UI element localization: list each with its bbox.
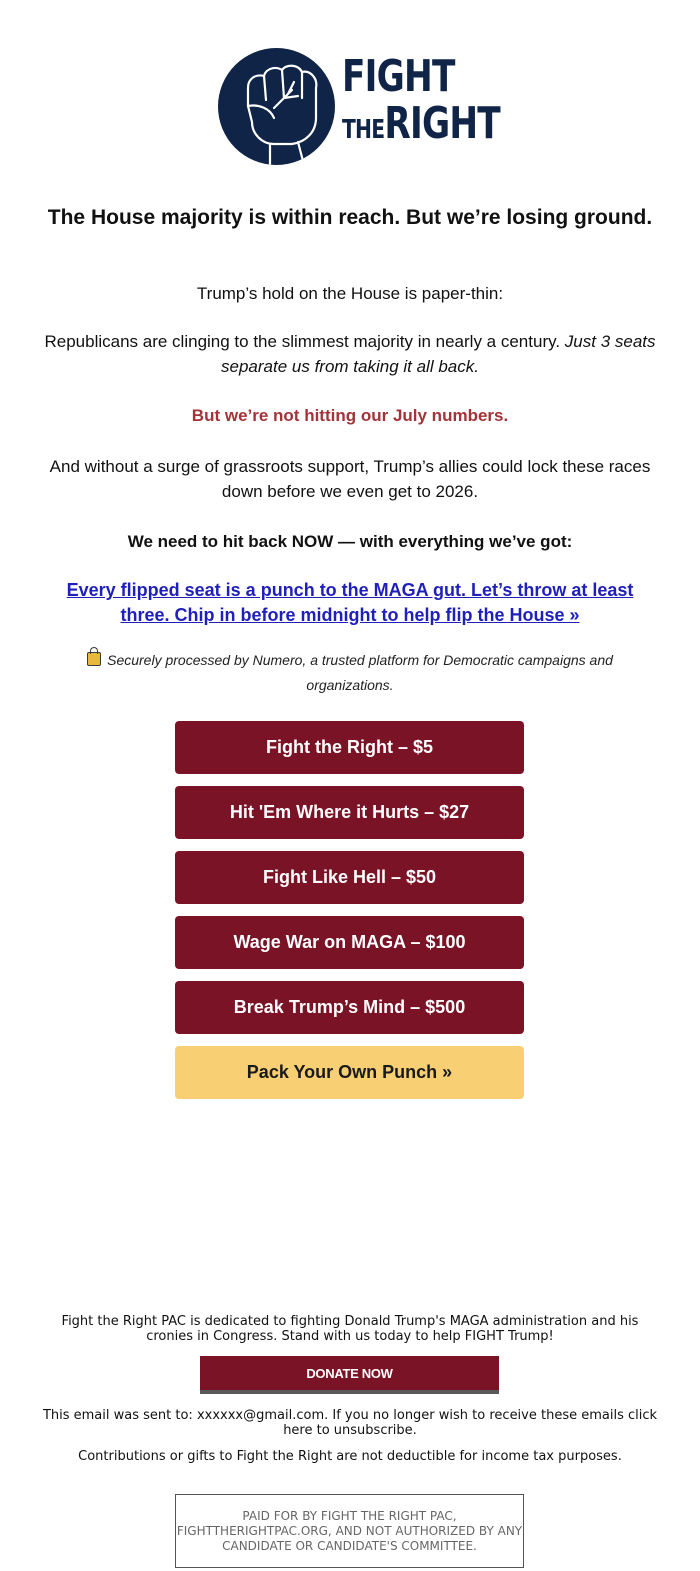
fist-logo-icon bbox=[218, 48, 335, 165]
alert-paragraph: But we’re not hitting our July numbers. bbox=[191, 406, 509, 425]
fight-the-right-logo bbox=[218, 48, 500, 168]
paid-for-disclaimer: PAID FOR BY FIGHT THE RIGHT PAC, FIGHTTHERIGHTPAC.ORG, AND NOT AUTHORIZED BY ANY CANDIDATE OR CANDIDATE'S COMMITTEE. bbox=[175, 1494, 524, 1568]
majority-emphasis: Just 3 seats separate us from taking it all back. bbox=[221, 332, 656, 376]
unsubscribe-note[interactable]: This email was sent to: xxxxxx@gmail.com. If you no longer wish to receive these emails click here to unsubscribe. bbox=[42, 1408, 658, 1438]
donate-27-button[interactable]: Hit 'Em Where it Hurts – $27 bbox=[175, 786, 524, 839]
secure-note-text: Securely processed by Numero, a trusted platform for Democratic campaigns and organizations. bbox=[107, 652, 613, 693]
lock-icon bbox=[87, 652, 101, 666]
intro-paragraph: Trump’s hold on the House is paper-thin: bbox=[196, 284, 504, 303]
donate-500-button[interactable]: Break Trump’s Mind – $500 bbox=[175, 981, 524, 1034]
logo-word-right: RIGHT bbox=[384, 98, 500, 149]
donate-50-button[interactable]: Fight Like Hell – $50 bbox=[175, 851, 524, 904]
logo-line-fight: FIGHT bbox=[342, 51, 455, 102]
custom-amount-button[interactable]: Pack Your Own Punch » bbox=[175, 1046, 524, 1099]
email-headline: The House majority is within reach. But we’re losing ground. bbox=[47, 206, 653, 229]
donate-now-button[interactable]: DONATE NOW bbox=[200, 1356, 499, 1394]
hit-back-paragraph: We need to hit back NOW — with everything we’ve got: bbox=[127, 532, 573, 551]
logo-wordmark bbox=[342, 51, 544, 154]
donate-cta-link[interactable]: Every flipped seat is a punch to the MAGA gut. Let’s throw at least three. Chip in before midnight to help flip the House » bbox=[66, 580, 634, 625]
footer-mission: Fight the Right PAC is dedicated to fighting Donald Trump's MAGA administration and his cronies in Congress. Stand with us today to help FIGHT Trump! bbox=[61, 1314, 639, 1344]
logo-word-the: THE bbox=[342, 115, 385, 145]
tax-disclaimer: Contributions or gifts to Fight the Right are not deductible for income tax purposes. bbox=[78, 1449, 622, 1464]
donate-100-button[interactable]: Wage War on MAGA – $100 bbox=[175, 916, 524, 969]
donate-5-button[interactable]: Fight the Right – $5 bbox=[175, 721, 524, 774]
grassroots-paragraph: And without a surge of grassroots support, Trump’s allies could lock these races down before we even get to 2026. bbox=[49, 457, 651, 501]
secure-note bbox=[60, 648, 640, 698]
majority-paragraph bbox=[40, 329, 660, 379]
majority-text: Republicans are clinging to the slimmest majority in nearly a century. bbox=[44, 332, 565, 351]
logo-line-the-right bbox=[342, 100, 500, 154]
